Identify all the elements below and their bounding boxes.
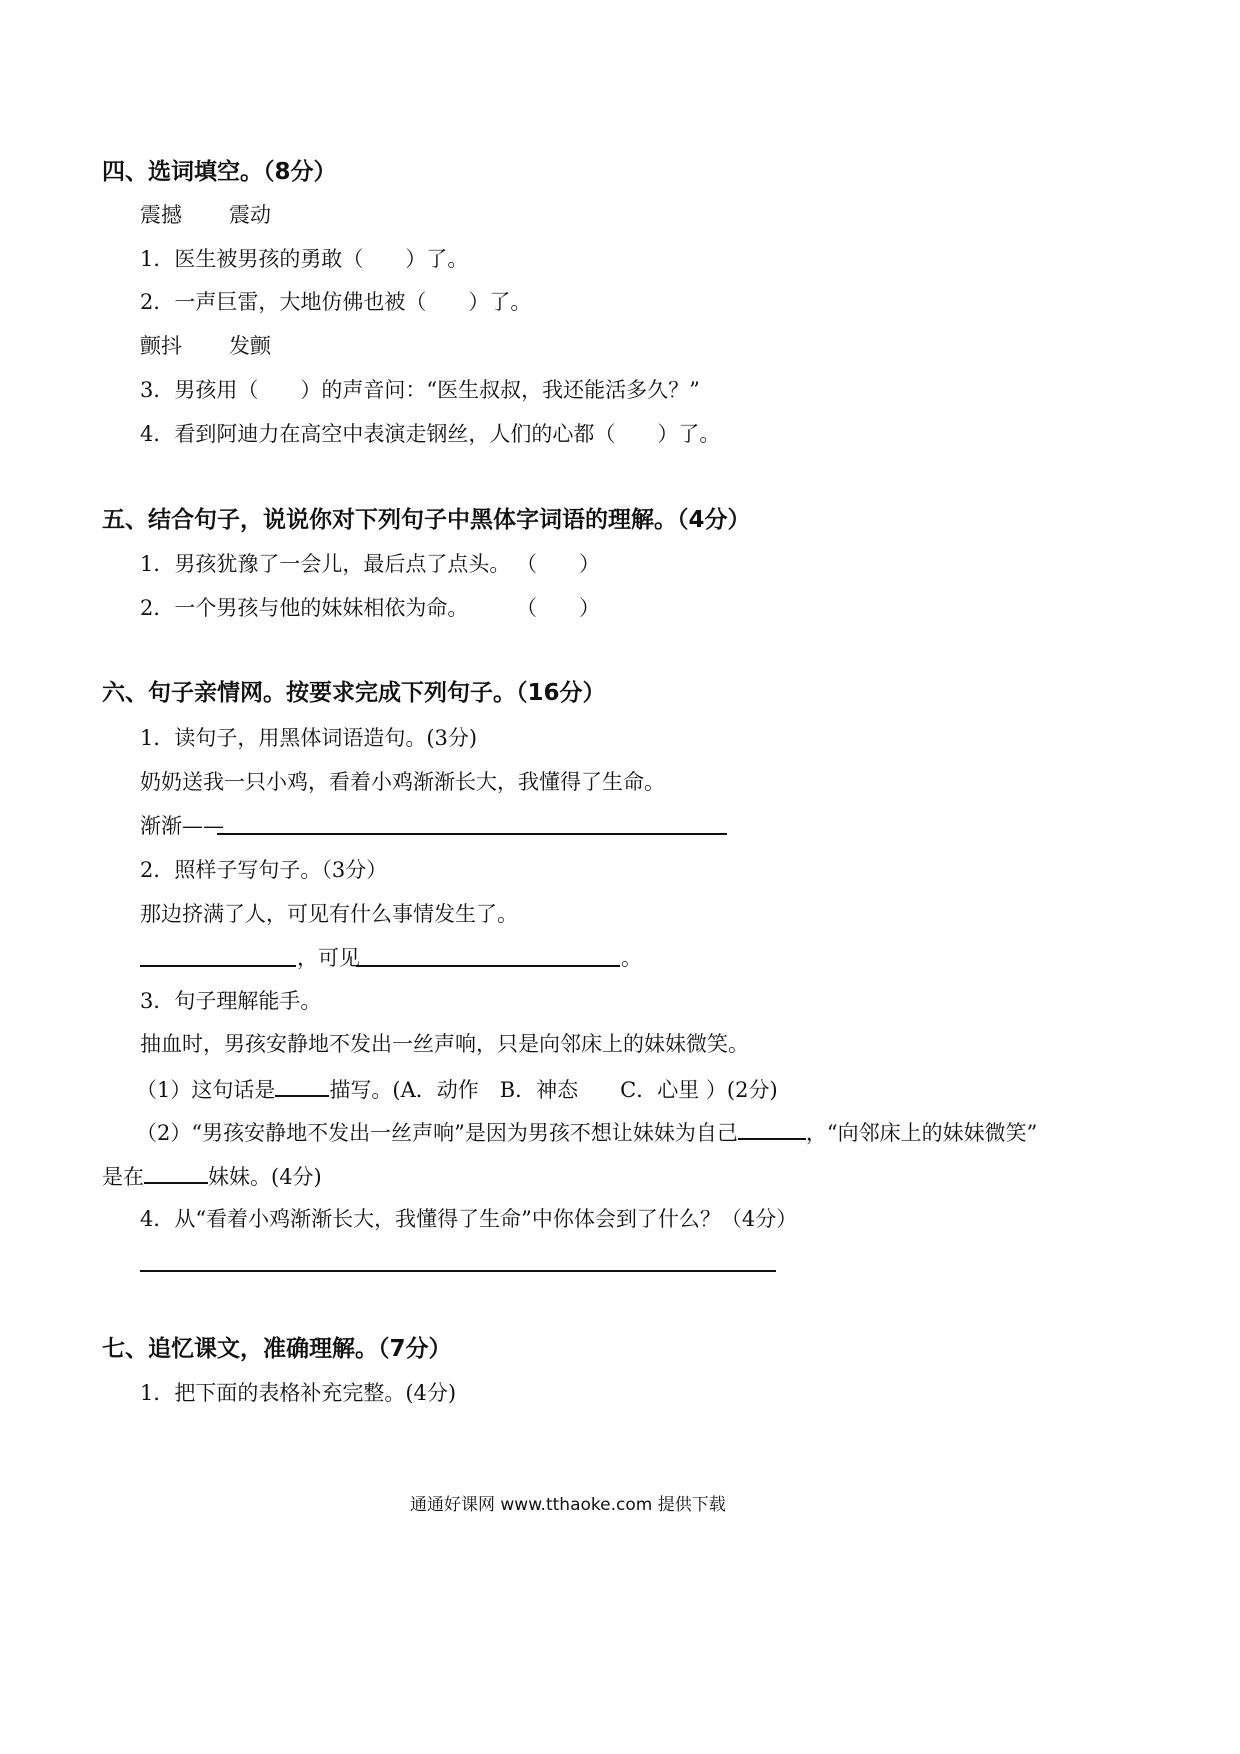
sec6-q3-part1: [136, 1073, 778, 1105]
sec6-q1-prompt: 渐渐——: [140, 814, 224, 838]
word-choice-b1: 颤抖: [140, 334, 182, 358]
sec6-q1-sentence: 奶奶送我一只小鸡，看着小鸡渐渐长大，我懂得了生命。: [140, 770, 665, 794]
section-6-title: 六、句子亲情网。按要求完成下列句子。（16分）: [102, 680, 606, 706]
word-choice-a1: 震撼: [140, 203, 182, 227]
sec4-question-3: 3．男孩用（ ）的声音问：“医生叔叔，我还能活多久？”: [140, 378, 700, 402]
answer-blank-q3-1: [275, 1073, 329, 1097]
sec7-question-1: 1．把下面的表格补充完整。(4分): [140, 1381, 457, 1405]
sec5-answer-paren-1: （ ）: [516, 552, 600, 576]
sec5-answer-paren-2: （ ）: [516, 596, 600, 620]
sec6-q3-1-text-b: 描写。(A．动作 B．神态 C．心里 ）(2分): [329, 1078, 778, 1102]
sec6-q2-sentence: 那边挤满了人，可见有什么事情发生了。: [140, 902, 518, 926]
sec6-q3-1-text-a: （1）这句话是: [136, 1078, 276, 1102]
sec6-q3-2-text-b: ，“向邻床上的妹妹微笑”: [805, 1121, 1038, 1145]
sec6-question-1: 1．读句子，用黑体词语造句。(3分): [140, 726, 478, 750]
sec6-q3-2-text-d: 妹妹。(4分): [208, 1165, 322, 1189]
sec4-question-1: 1．医生被男孩的勇敢（ ）了。: [140, 247, 469, 271]
answer-line-q2b: [356, 965, 620, 967]
sec6-question-4: 4．从“看着小鸡渐渐长大，我懂得了生命”中你体会到了什么？（4分）: [140, 1207, 798, 1231]
section-5-title: 五、结合句子，说说你对下列句子中黑体字词语的理解。（4分）: [102, 507, 751, 533]
page-footer: 通通好课网 www.tthaoke.com 提供下载: [410, 1495, 726, 1515]
sec6-q3-2-text-a: （2）“男孩安静地不发出一丝声响”是因为男孩不想让妹妹为自己: [136, 1121, 738, 1145]
sec5-question-2: 2．一个男孩与他的妹妹相依为命。: [140, 596, 469, 620]
sec6-q3-part2-cont: [102, 1160, 322, 1192]
answer-blank-q3-2b: [144, 1160, 208, 1184]
sec6-q2-end: 。: [621, 946, 642, 970]
sec6-q3-part2: [136, 1116, 1037, 1148]
sec5-question-1: 1．男孩犹豫了一会儿，最后点了点头。: [140, 552, 511, 576]
sec6-q3-2-text-c: 是在: [102, 1165, 144, 1189]
answer-blank-q3-2a: [738, 1116, 806, 1140]
word-choice-b2: 发颤: [229, 334, 271, 358]
section-7-title: 七、追忆课文，准确理解。（7分）: [102, 1336, 452, 1362]
answer-line-q4: [140, 1270, 776, 1272]
sec6-question-2: 2．照样子写句子。（3分）: [140, 858, 388, 882]
sec6-q2-mid: ，可见: [297, 946, 360, 970]
sec6-question-3: 3．句子理解能手。: [140, 989, 322, 1013]
section-4-title: 四、选词填空。（8分）: [102, 159, 337, 185]
answer-line-q1: [217, 833, 727, 835]
word-choice-a2: 震动: [229, 203, 271, 227]
answer-line-q2a: [140, 965, 296, 967]
sec4-question-4: 4．看到阿迪力在高空中表演走钢丝，人们的心都（ ）了。: [140, 422, 721, 446]
sec6-q3-sentence: 抽血时，男孩安静地不发出一丝声响，只是向邻床上的妹妹微笑。: [140, 1032, 749, 1056]
sec4-question-2: 2．一声巨雷，大地仿佛也被（ ）了。: [140, 290, 532, 314]
